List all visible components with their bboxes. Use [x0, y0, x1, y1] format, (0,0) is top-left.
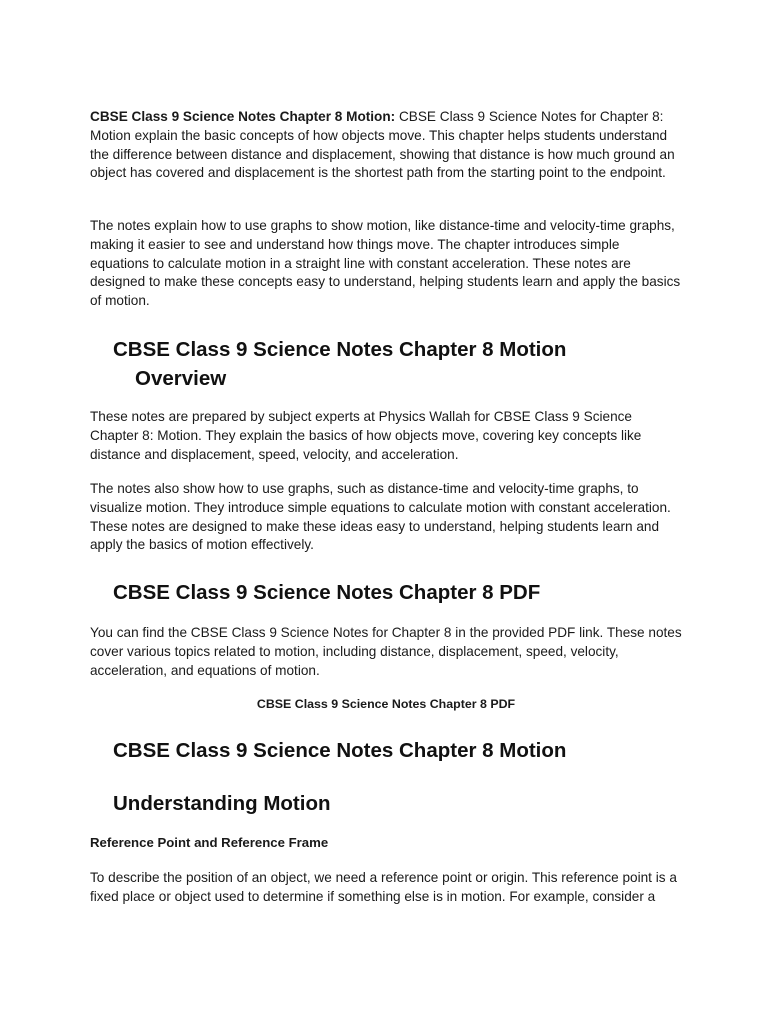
pdf-heading: CBSE Class 9 Science Notes Chapter 8 PDF: [113, 581, 541, 604]
pdf-paragraph: You can find the CBSE Class 9 Science Notes for Chapter 8 in the provided PDF link. These notes cover various topics related to motion, including distance, displacement, speed, velocity, acceleration, and equations of motion.: [90, 625, 682, 678]
intro-paragraph: [90, 108, 682, 183]
intro-paragraph-2: The notes explain how to use graphs to show motion, like distance-time and velocity-time graphs, making it easier to see and understand how things move. The chapter introduces simple equations to calculate motion in a straight line with constant acceleration. These notes are designed to make these concepts easy to understand, helping students learn and apply the basics of motion.: [90, 218, 681, 309]
intro-lead-text: CBSE Class 9 Science Notes for Chapter 8: Motion explain the basic concepts of how objects move. This chapter helps students understand the difference between distance and displacement, showing that distance is how much ground an object has covered and displacement is the shortest path from the starting point to the endpoint.: [90, 109, 675, 181]
understanding-motion-heading: Understanding Motion: [113, 792, 331, 815]
overview-heading-line1: CBSE Class 9 Science Notes Chapter 8 Motion: [113, 338, 567, 361]
pdf-link[interactable]: CBSE Class 9 Science Notes Chapter 8 PDF: [256, 697, 516, 711]
overview-heading: [113, 335, 673, 393]
intro-lead-bold: CBSE Class 9 Science Notes Chapter 8 Motion:: [90, 109, 396, 124]
overview-paragraph-1: These notes are prepared by subject experts at Physics Wallah for CBSE Class 9 Science Chapter 8: Motion. They explain the basics of how objects move, covering key concepts like distance and displacement, speed, velocity, and acceleration.: [90, 409, 642, 462]
overview-heading-line2: Overview: [135, 367, 227, 390]
reference-point-heading: Reference Point and Reference Frame: [90, 835, 329, 850]
overview-paragraph-2: The notes also show how to use graphs, such as distance-time and velocity-time graphs, to visualize motion. They introduce simple equations to calculate motion with constant acceleration. These notes are designed to make these ideas easy to understand, helping students learn and apply the basics of motion effectively.: [90, 481, 671, 553]
reference-point-paragraph: To describe the position of an object, we need a reference point or origin. This reference point is a fixed place or object used to determine if something else is in motion. For example, consider a: [90, 870, 677, 904]
motion-heading: CBSE Class 9 Science Notes Chapter 8 Motion: [113, 739, 567, 762]
